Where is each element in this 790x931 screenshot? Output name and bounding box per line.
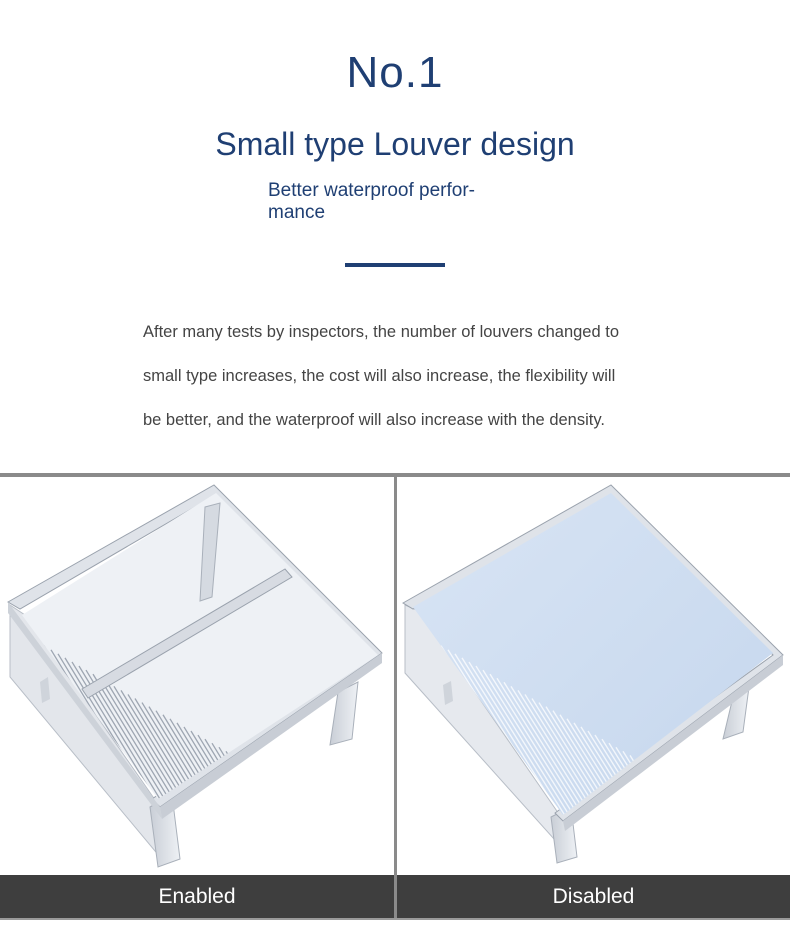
louver-slat xyxy=(233,755,373,875)
louver-slat xyxy=(721,808,790,875)
louver-slat xyxy=(240,759,380,875)
louver-slat xyxy=(338,816,394,875)
description-line: After many tests by inspectors, the number of louvers changed to xyxy=(143,323,619,341)
louver-slat xyxy=(261,772,394,875)
louver-slat xyxy=(359,828,394,875)
louver-slat xyxy=(254,768,394,875)
section-title: Small type Louver design xyxy=(215,126,575,162)
louver-slat xyxy=(324,808,394,875)
louver-slat xyxy=(686,788,790,875)
pergola-open-image xyxy=(0,477,394,875)
louver-slat xyxy=(637,759,787,875)
louver-slat xyxy=(331,812,394,875)
louver-slat xyxy=(700,796,790,875)
description-line: small type increases, the cost will also increase, the flexibility will xyxy=(143,367,616,385)
louver-slat xyxy=(373,837,394,875)
louver-slat xyxy=(289,788,394,875)
louver-slat xyxy=(282,784,394,875)
louver-slat xyxy=(714,804,790,875)
description-line: be better, and the waterproof will also increase with the density. xyxy=(143,411,605,429)
louver-slat xyxy=(644,763,790,875)
louver-slat xyxy=(275,780,394,875)
louver-slat xyxy=(658,772,790,875)
louver-slat xyxy=(219,747,359,875)
louver-slat xyxy=(749,824,790,875)
caption-enabled: Enabled xyxy=(0,875,394,918)
louver-slat xyxy=(317,804,394,875)
louver-slat xyxy=(679,784,790,875)
louver-slat xyxy=(352,824,394,875)
louver-slat xyxy=(247,763,387,875)
pergola-closed-image xyxy=(397,477,790,875)
louver-slat xyxy=(707,800,790,875)
accent-divider xyxy=(345,263,445,267)
louver-slat xyxy=(651,768,790,875)
louver-slat xyxy=(672,780,790,875)
louver-slat xyxy=(296,792,394,875)
louver-slat xyxy=(366,832,394,875)
louver-slat xyxy=(756,828,790,875)
description-text xyxy=(143,310,663,442)
louver-slat xyxy=(226,751,366,875)
louver-slat xyxy=(623,751,773,875)
louver-slat xyxy=(303,796,394,875)
caption-disabled: Disabled xyxy=(397,875,790,918)
louver-slat xyxy=(630,755,780,875)
louver-slat xyxy=(345,820,394,875)
louver-slat xyxy=(735,816,790,875)
gallery-bottom-line xyxy=(0,918,790,920)
louver-slat xyxy=(268,776,394,875)
section-number: No.1 xyxy=(346,48,444,97)
section-subtitle: Better waterproof perfor- mance xyxy=(268,180,475,223)
louver-slat xyxy=(310,800,394,875)
louver-slat xyxy=(742,820,790,875)
louver-slat xyxy=(693,792,790,875)
gallery-center-divider xyxy=(394,477,397,918)
louver-slat xyxy=(728,812,790,875)
louver-slat xyxy=(665,776,790,875)
